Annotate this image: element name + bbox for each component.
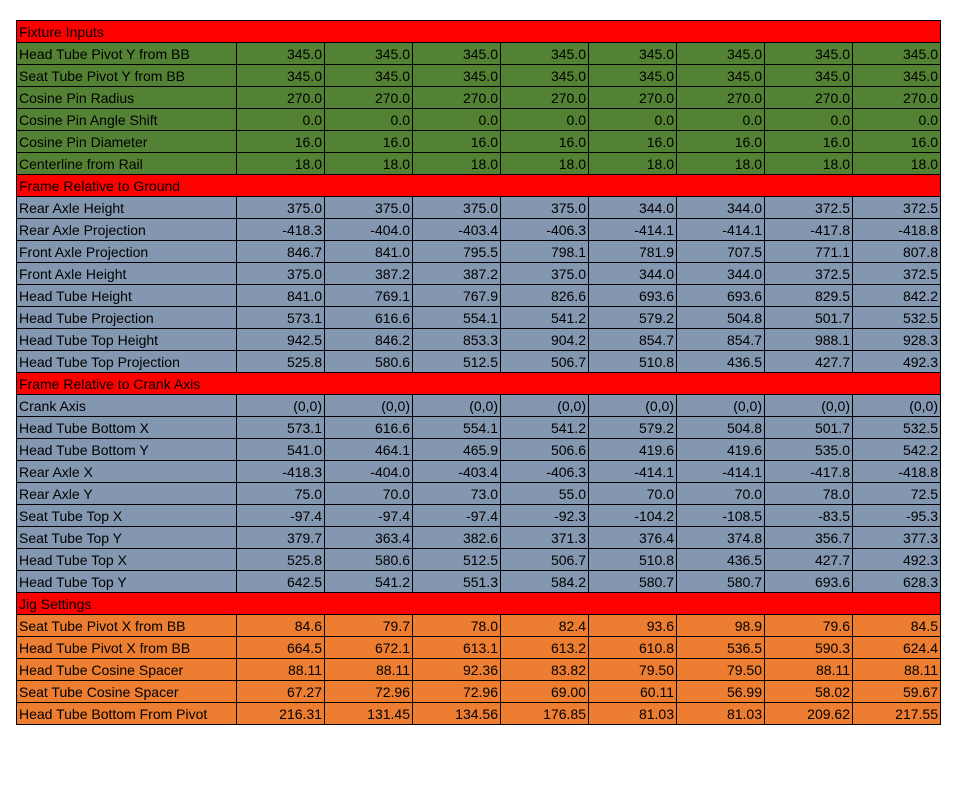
value-cell[interactable]: 904.2 xyxy=(501,329,589,351)
value-cell[interactable]: 771.1 xyxy=(765,241,853,263)
value-cell[interactable]: 532.5 xyxy=(853,417,941,439)
value-cell[interactable]: 69.00 xyxy=(501,681,589,703)
value-cell[interactable]: 73.0 xyxy=(413,483,501,505)
value-cell[interactable]: 270.0 xyxy=(413,87,501,109)
value-cell[interactable]: 270.0 xyxy=(853,87,941,109)
value-cell[interactable]: 551.3 xyxy=(413,571,501,593)
value-cell[interactable]: -97.4 xyxy=(413,505,501,527)
value-cell[interactable]: 375.0 xyxy=(325,197,413,219)
value-cell[interactable]: 16.0 xyxy=(853,131,941,153)
value-cell[interactable]: 854.7 xyxy=(589,329,677,351)
value-cell[interactable]: 419.6 xyxy=(589,439,677,461)
row-label-cell[interactable]: Cosine Pin Diameter xyxy=(17,131,237,153)
row-label-cell[interactable]: Head Tube Top Height xyxy=(17,329,237,351)
value-cell[interactable]: 55.0 xyxy=(501,483,589,505)
value-cell[interactable]: 853.3 xyxy=(413,329,501,351)
value-cell[interactable]: -97.4 xyxy=(325,505,413,527)
value-cell[interactable]: 854.7 xyxy=(677,329,765,351)
value-cell[interactable]: (0,0) xyxy=(325,395,413,417)
value-cell[interactable]: -83.5 xyxy=(765,505,853,527)
value-cell[interactable]: 436.5 xyxy=(677,351,765,373)
value-cell[interactable]: 501.7 xyxy=(765,307,853,329)
spreadsheet-table xyxy=(16,20,941,725)
value-cell[interactable]: -406.3 xyxy=(501,219,589,241)
value-cell[interactable]: 372.5 xyxy=(765,263,853,285)
value-cell[interactable]: 345.0 xyxy=(589,43,677,65)
value-cell[interactable]: 798.1 xyxy=(501,241,589,263)
value-cell[interactable]: 628.3 xyxy=(853,571,941,593)
row-label-cell[interactable]: Head Tube Top X xyxy=(17,549,237,571)
table-row xyxy=(17,153,941,175)
value-cell[interactable]: 16.0 xyxy=(677,131,765,153)
value-cell[interactable]: 375.0 xyxy=(501,197,589,219)
table-row xyxy=(17,197,941,219)
value-cell[interactable]: 376.4 xyxy=(589,527,677,549)
value-cell[interactable]: 580.7 xyxy=(677,571,765,593)
value-cell[interactable]: 504.8 xyxy=(677,307,765,329)
row-label-cell[interactable]: Seat Tube Cosine Spacer xyxy=(17,681,237,703)
value-cell[interactable]: 573.1 xyxy=(237,307,325,329)
value-cell[interactable]: 642.5 xyxy=(237,571,325,593)
value-cell[interactable]: 270.0 xyxy=(237,87,325,109)
value-cell[interactable]: -417.8 xyxy=(765,461,853,483)
table-row xyxy=(17,417,941,439)
value-cell[interactable]: (0,0) xyxy=(413,395,501,417)
value-cell[interactable]: 580.6 xyxy=(325,549,413,571)
value-cell[interactable]: 356.7 xyxy=(765,527,853,549)
table-row xyxy=(17,329,941,351)
value-cell[interactable]: 0.0 xyxy=(677,109,765,131)
value-cell[interactable]: 427.7 xyxy=(765,549,853,571)
value-cell[interactable]: 372.5 xyxy=(765,197,853,219)
value-cell[interactable]: (0,0) xyxy=(589,395,677,417)
value-cell[interactable]: -95.3 xyxy=(853,505,941,527)
value-cell[interactable]: 616.6 xyxy=(325,307,413,329)
value-cell[interactable]: 387.2 xyxy=(325,263,413,285)
row-label-cell[interactable]: Seat Tube Top Y xyxy=(17,527,237,549)
table-row xyxy=(17,241,941,263)
row-label-cell[interactable]: Seat Tube Pivot X from BB xyxy=(17,615,237,637)
value-cell[interactable]: 345.0 xyxy=(765,65,853,87)
value-cell[interactable]: 82.4 xyxy=(501,615,589,637)
value-cell[interactable]: 0.0 xyxy=(501,109,589,131)
value-cell[interactable]: 345.0 xyxy=(589,65,677,87)
value-cell[interactable]: 16.0 xyxy=(501,131,589,153)
spreadsheet-body xyxy=(17,21,941,725)
value-cell[interactable]: 693.6 xyxy=(589,285,677,307)
value-cell[interactable]: 88.11 xyxy=(325,659,413,681)
value-cell[interactable]: 841.0 xyxy=(237,285,325,307)
value-cell[interactable]: 72.96 xyxy=(413,681,501,703)
value-cell[interactable]: 664.5 xyxy=(237,637,325,659)
value-cell[interactable]: 387.2 xyxy=(413,263,501,285)
row-label-cell[interactable]: Centerline from Rail xyxy=(17,153,237,175)
value-cell[interactable]: 344.0 xyxy=(589,263,677,285)
row-label-cell[interactable]: Head Tube Pivot X from BB xyxy=(17,637,237,659)
value-cell[interactable]: -97.4 xyxy=(237,505,325,527)
value-cell[interactable]: 134.56 xyxy=(413,703,501,725)
value-cell[interactable]: 75.0 xyxy=(237,483,325,505)
row-label-cell[interactable]: Rear Axle Height xyxy=(17,197,237,219)
value-cell[interactable]: 377.3 xyxy=(853,527,941,549)
value-cell[interactable]: 372.5 xyxy=(853,197,941,219)
value-cell[interactable]: 79.50 xyxy=(677,659,765,681)
row-label-cell[interactable]: Head Tube Projection xyxy=(17,307,237,329)
value-cell[interactable]: 18.0 xyxy=(677,153,765,175)
value-cell[interactable]: 928.3 xyxy=(853,329,941,351)
row-label-cell[interactable]: Head Tube Bottom From Pivot xyxy=(17,703,237,725)
value-cell[interactable]: 209.62 xyxy=(765,703,853,725)
value-cell[interactable]: 79.50 xyxy=(589,659,677,681)
value-cell[interactable]: 512.5 xyxy=(413,351,501,373)
value-cell[interactable]: -418.8 xyxy=(853,219,941,241)
value-cell[interactable]: 92.36 xyxy=(413,659,501,681)
value-cell[interactable]: 270.0 xyxy=(325,87,413,109)
table-row xyxy=(17,395,941,417)
row-label-cell[interactable]: Head Tube Bottom X xyxy=(17,417,237,439)
row-label-cell[interactable]: Head Tube Pivot Y from BB xyxy=(17,43,237,65)
value-cell[interactable]: 78.0 xyxy=(765,483,853,505)
row-label-cell[interactable]: Head Tube Cosine Spacer xyxy=(17,659,237,681)
value-cell[interactable]: 536.5 xyxy=(677,637,765,659)
value-cell[interactable]: 345.0 xyxy=(853,65,941,87)
value-cell[interactable]: -403.4 xyxy=(413,461,501,483)
value-cell[interactable]: 829.5 xyxy=(765,285,853,307)
value-cell[interactable]: 510.8 xyxy=(589,549,677,571)
value-cell[interactable]: 580.6 xyxy=(325,351,413,373)
value-cell[interactable]: (0,0) xyxy=(677,395,765,417)
value-cell[interactable]: 83.82 xyxy=(501,659,589,681)
value-cell[interactable]: 216.31 xyxy=(237,703,325,725)
value-cell[interactable]: 375.0 xyxy=(501,263,589,285)
value-cell[interactable]: 131.45 xyxy=(325,703,413,725)
value-cell[interactable]: 624.4 xyxy=(853,637,941,659)
value-cell[interactable]: -418.3 xyxy=(237,219,325,241)
row-label-cell[interactable]: Cosine Pin Angle Shift xyxy=(17,109,237,131)
value-cell[interactable]: 16.0 xyxy=(589,131,677,153)
value-cell[interactable]: 372.5 xyxy=(853,263,941,285)
value-cell[interactable]: 492.3 xyxy=(853,549,941,571)
value-cell[interactable]: 375.0 xyxy=(237,263,325,285)
value-cell[interactable]: 616.6 xyxy=(325,417,413,439)
table-row xyxy=(17,285,941,307)
value-cell[interactable]: -108.5 xyxy=(677,505,765,527)
value-cell[interactable]: 16.0 xyxy=(413,131,501,153)
section-header-row xyxy=(17,21,941,43)
value-cell[interactable]: 70.0 xyxy=(325,483,413,505)
table-row xyxy=(17,263,941,285)
value-cell[interactable]: 610.8 xyxy=(589,637,677,659)
value-cell[interactable]: -414.1 xyxy=(677,461,765,483)
value-cell[interactable]: 795.5 xyxy=(413,241,501,263)
value-cell[interactable]: 525.8 xyxy=(237,351,325,373)
value-cell[interactable]: 541.2 xyxy=(325,571,413,593)
value-cell[interactable]: 345.0 xyxy=(501,43,589,65)
value-cell[interactable]: 217.55 xyxy=(853,703,941,725)
value-cell[interactable]: 846.7 xyxy=(237,241,325,263)
value-cell[interactable]: 419.6 xyxy=(677,439,765,461)
table-row xyxy=(17,43,941,65)
table-row xyxy=(17,527,941,549)
value-cell[interactable]: 492.3 xyxy=(853,351,941,373)
value-cell[interactable]: 18.0 xyxy=(325,153,413,175)
value-cell[interactable]: -417.8 xyxy=(765,219,853,241)
row-label-cell[interactable]: Rear Axle Projection xyxy=(17,219,237,241)
value-cell[interactable]: -404.0 xyxy=(325,461,413,483)
value-cell[interactable]: (0,0) xyxy=(501,395,589,417)
value-cell[interactable]: 345.0 xyxy=(325,43,413,65)
value-cell[interactable]: 344.0 xyxy=(677,263,765,285)
value-cell[interactable]: 506.7 xyxy=(501,549,589,571)
value-cell[interactable]: 988.1 xyxy=(765,329,853,351)
value-cell[interactable]: 841.0 xyxy=(325,241,413,263)
value-cell[interactable]: -92.3 xyxy=(501,505,589,527)
value-cell[interactable]: -414.1 xyxy=(589,461,677,483)
value-cell[interactable]: 16.0 xyxy=(765,131,853,153)
value-cell[interactable]: 84.5 xyxy=(853,615,941,637)
value-cell[interactable]: 18.0 xyxy=(413,153,501,175)
section-title[interactable]: Frame Relative to Crank Axis xyxy=(17,373,941,395)
value-cell[interactable]: 270.0 xyxy=(677,87,765,109)
section-title[interactable]: Fixture Inputs xyxy=(17,21,941,43)
value-cell[interactable]: 707.5 xyxy=(677,241,765,263)
value-cell[interactable]: 0.0 xyxy=(589,109,677,131)
value-cell[interactable]: 510.8 xyxy=(589,351,677,373)
row-label-cell[interactable]: Front Axle Height xyxy=(17,263,237,285)
value-cell[interactable]: 70.0 xyxy=(589,483,677,505)
value-cell[interactable]: 344.0 xyxy=(589,197,677,219)
value-cell[interactable]: 532.5 xyxy=(853,307,941,329)
value-cell[interactable]: 88.11 xyxy=(765,659,853,681)
row-label-cell[interactable]: Cosine Pin Radius xyxy=(17,87,237,109)
value-cell[interactable]: -414.1 xyxy=(589,219,677,241)
value-cell[interactable]: 541.2 xyxy=(501,417,589,439)
row-label-cell[interactable]: Head Tube Top Projection xyxy=(17,351,237,373)
table-row xyxy=(17,109,941,131)
section-title[interactable]: Jig Settings xyxy=(17,593,941,615)
value-cell[interactable]: -403.4 xyxy=(413,219,501,241)
value-cell[interactable]: 541.0 xyxy=(237,439,325,461)
value-cell[interactable]: 579.2 xyxy=(589,417,677,439)
value-cell[interactable]: 88.11 xyxy=(853,659,941,681)
value-cell[interactable]: 672.1 xyxy=(325,637,413,659)
value-cell[interactable]: 613.1 xyxy=(413,637,501,659)
value-cell[interactable]: 525.8 xyxy=(237,549,325,571)
value-cell[interactable]: 72.96 xyxy=(325,681,413,703)
value-cell[interactable]: 79.7 xyxy=(325,615,413,637)
table-row xyxy=(17,659,941,681)
value-cell[interactable]: 345.0 xyxy=(413,65,501,87)
row-label-cell[interactable]: Head Tube Top Y xyxy=(17,571,237,593)
row-label-cell[interactable]: Rear Axle X xyxy=(17,461,237,483)
value-cell[interactable]: 374.8 xyxy=(677,527,765,549)
value-cell[interactable]: 16.0 xyxy=(325,131,413,153)
table-row xyxy=(17,549,941,571)
value-cell[interactable]: 436.5 xyxy=(677,549,765,571)
value-cell[interactable]: 382.6 xyxy=(413,527,501,549)
value-cell[interactable]: 345.0 xyxy=(501,65,589,87)
value-cell[interactable]: 379.7 xyxy=(237,527,325,549)
value-cell[interactable]: 842.2 xyxy=(853,285,941,307)
value-cell[interactable]: 345.0 xyxy=(677,43,765,65)
value-cell[interactable]: 67.27 xyxy=(237,681,325,703)
value-cell[interactable]: 465.9 xyxy=(413,439,501,461)
value-cell[interactable]: 542.2 xyxy=(853,439,941,461)
value-cell[interactable]: 70.0 xyxy=(677,483,765,505)
value-cell[interactable]: 345.0 xyxy=(237,43,325,65)
value-cell[interactable]: 98.9 xyxy=(677,615,765,637)
table-row xyxy=(17,483,941,505)
value-cell[interactable]: -404.0 xyxy=(325,219,413,241)
value-cell[interactable]: 371.3 xyxy=(501,527,589,549)
value-cell[interactable]: 345.0 xyxy=(677,65,765,87)
value-cell[interactable]: 942.5 xyxy=(237,329,325,351)
value-cell[interactable]: 807.8 xyxy=(853,241,941,263)
table-row xyxy=(17,65,941,87)
row-label-cell[interactable]: Head Tube Height xyxy=(17,285,237,307)
row-label-cell[interactable]: Front Axle Projection xyxy=(17,241,237,263)
table-row xyxy=(17,307,941,329)
row-label-cell[interactable]: Seat Tube Pivot Y from BB xyxy=(17,65,237,87)
value-cell[interactable]: 0.0 xyxy=(237,109,325,131)
value-cell[interactable]: 554.1 xyxy=(413,307,501,329)
value-cell[interactable]: 554.1 xyxy=(413,417,501,439)
value-cell[interactable]: 176.85 xyxy=(501,703,589,725)
value-cell[interactable]: 18.0 xyxy=(765,153,853,175)
value-cell[interactable]: 506.6 xyxy=(501,439,589,461)
value-cell[interactable]: 769.1 xyxy=(325,285,413,307)
value-cell[interactable]: 56.99 xyxy=(677,681,765,703)
table-row xyxy=(17,637,941,659)
table-row xyxy=(17,505,941,527)
value-cell[interactable]: 0.0 xyxy=(853,109,941,131)
value-cell[interactable]: 18.0 xyxy=(237,153,325,175)
value-cell[interactable]: 504.8 xyxy=(677,417,765,439)
value-cell[interactable]: (0,0) xyxy=(853,395,941,417)
value-cell[interactable]: 590.3 xyxy=(765,637,853,659)
value-cell[interactable]: -418.3 xyxy=(237,461,325,483)
value-cell[interactable]: 18.0 xyxy=(853,153,941,175)
value-cell[interactable]: 0.0 xyxy=(325,109,413,131)
section-header-row xyxy=(17,373,941,395)
table-row xyxy=(17,615,941,637)
value-cell[interactable]: 345.0 xyxy=(853,43,941,65)
value-cell[interactable]: -406.3 xyxy=(501,461,589,483)
value-cell[interactable]: 584.2 xyxy=(501,571,589,593)
value-cell[interactable]: 18.0 xyxy=(589,153,677,175)
value-cell[interactable]: 693.6 xyxy=(765,571,853,593)
value-cell[interactable]: 345.0 xyxy=(413,43,501,65)
value-cell[interactable]: (0,0) xyxy=(765,395,853,417)
value-cell[interactable]: 363.4 xyxy=(325,527,413,549)
table-row xyxy=(17,439,941,461)
table-row xyxy=(17,87,941,109)
value-cell[interactable]: -104.2 xyxy=(589,505,677,527)
value-cell[interactable]: 0.0 xyxy=(413,109,501,131)
value-cell[interactable]: 270.0 xyxy=(765,87,853,109)
value-cell[interactable]: -414.1 xyxy=(677,219,765,241)
value-cell[interactable]: 826.6 xyxy=(501,285,589,307)
value-cell[interactable]: 501.7 xyxy=(765,417,853,439)
value-cell[interactable]: 541.2 xyxy=(501,307,589,329)
row-label-cell[interactable]: Crank Axis xyxy=(17,395,237,417)
value-cell[interactable]: 344.0 xyxy=(677,197,765,219)
value-cell[interactable]: -418.8 xyxy=(853,461,941,483)
value-cell[interactable]: 16.0 xyxy=(237,131,325,153)
section-header-row xyxy=(17,175,941,197)
value-cell[interactable]: 81.03 xyxy=(677,703,765,725)
value-cell[interactable]: 427.7 xyxy=(765,351,853,373)
value-cell[interactable]: 270.0 xyxy=(589,87,677,109)
section-title[interactable]: Frame Relative to Ground xyxy=(17,175,941,197)
value-cell[interactable]: 375.0 xyxy=(237,197,325,219)
value-cell[interactable]: 59.67 xyxy=(853,681,941,703)
value-cell[interactable]: 345.0 xyxy=(765,43,853,65)
value-cell[interactable]: 18.0 xyxy=(501,153,589,175)
row-label-cell[interactable]: Head Tube Bottom Y xyxy=(17,439,237,461)
table-row xyxy=(17,219,941,241)
row-label-cell[interactable]: Seat Tube Top X xyxy=(17,505,237,527)
value-cell[interactable]: 78.0 xyxy=(413,615,501,637)
value-cell[interactable]: 72.5 xyxy=(853,483,941,505)
value-cell[interactable]: 270.0 xyxy=(501,87,589,109)
value-cell[interactable]: 93.6 xyxy=(589,615,677,637)
table-row xyxy=(17,351,941,373)
value-cell[interactable]: 767.9 xyxy=(413,285,501,307)
value-cell[interactable]: 84.6 xyxy=(237,615,325,637)
value-cell[interactable]: 464.1 xyxy=(325,439,413,461)
value-cell[interactable]: 613.2 xyxy=(501,637,589,659)
value-cell[interactable]: (0,0) xyxy=(237,395,325,417)
value-cell[interactable]: 88.11 xyxy=(237,659,325,681)
value-cell[interactable]: 580.7 xyxy=(589,571,677,593)
value-cell[interactable]: 579.2 xyxy=(589,307,677,329)
table-row xyxy=(17,681,941,703)
value-cell[interactable]: 345.0 xyxy=(325,65,413,87)
value-cell[interactable]: 781.9 xyxy=(589,241,677,263)
value-cell[interactable]: 375.0 xyxy=(413,197,501,219)
value-cell[interactable]: 535.0 xyxy=(765,439,853,461)
table-row xyxy=(17,131,941,153)
value-cell[interactable]: 81.03 xyxy=(589,703,677,725)
row-label-cell[interactable]: Rear Axle Y xyxy=(17,483,237,505)
section-header-row xyxy=(17,593,941,615)
value-cell[interactable]: 512.5 xyxy=(413,549,501,571)
value-cell[interactable]: 345.0 xyxy=(237,65,325,87)
value-cell[interactable]: 0.0 xyxy=(765,109,853,131)
value-cell[interactable]: 573.1 xyxy=(237,417,325,439)
value-cell[interactable]: 506.7 xyxy=(501,351,589,373)
value-cell[interactable]: 60.11 xyxy=(589,681,677,703)
table-row xyxy=(17,703,941,725)
table-row xyxy=(17,571,941,593)
value-cell[interactable]: 79.6 xyxy=(765,615,853,637)
table-row xyxy=(17,461,941,483)
value-cell[interactable]: 693.6 xyxy=(677,285,765,307)
value-cell[interactable]: 58.02 xyxy=(765,681,853,703)
value-cell[interactable]: 846.2 xyxy=(325,329,413,351)
